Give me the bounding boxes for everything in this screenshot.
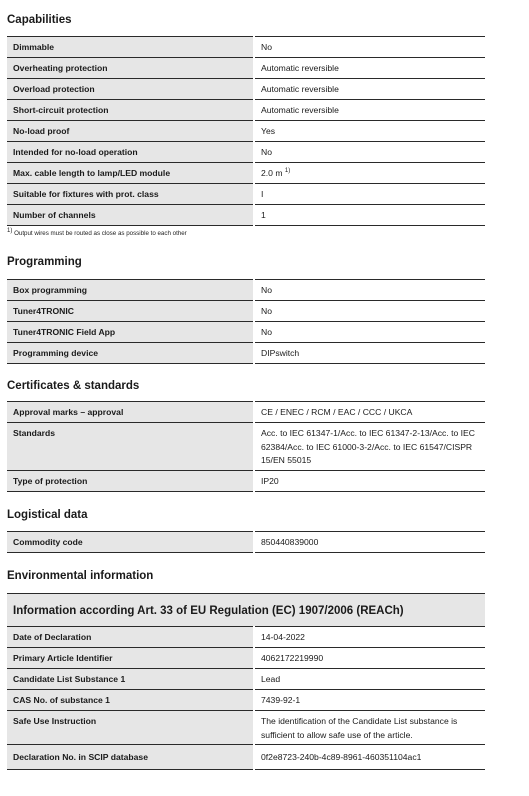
table-row [7,470,485,491]
environmental-heading: Environmental information [7,570,154,582]
capabilities-table [7,36,485,226]
table-row [7,627,485,648]
table-row [7,343,485,364]
table-row [7,745,485,770]
footnote-mark: 1) [7,227,13,234]
row-key: Box programming [7,280,254,301]
row-key: Standards [7,423,254,471]
row-value: 0f2e8723-240b-4c89-8961-460351104ac1 [261,752,422,762]
table-row [7,184,485,205]
row-key: Type of protection [7,470,254,491]
cable-length-value: 2.0 m [261,168,283,178]
certificates-table [7,401,485,492]
table-row [7,58,485,79]
row-value: The identification of the Candidate List substance is sufficient to allow safe use of the article. [261,716,458,740]
row-key: Date of Declaration [7,627,254,648]
row-key: Short-circuit protection [7,100,254,121]
logistical-table [7,531,485,553]
row-key: Candidate List Substance 1 [7,669,254,690]
row-key: CAS No. of substance 1 [7,690,254,711]
logistical-heading: Logistical data [7,509,88,521]
row-value: I [261,189,264,199]
table-row [7,669,485,690]
programming-heading: Programming [7,256,82,268]
programming-table [7,279,485,364]
row-value: 850440839000 [261,537,319,547]
row-value: No [261,327,272,337]
table-row [7,37,485,58]
table-row [7,121,485,142]
row-value: Automatic reversible [261,63,339,73]
reach-title: Information according Art. 33 of EU Regulation (EC) 1907/2006 (REACh) [7,593,485,627]
row-value: No [261,42,272,52]
footnote-ref: 1) [284,168,291,175]
row-key: Commodity code [7,532,254,553]
table-row [7,301,485,322]
row-key: Number of channels [7,205,254,226]
table-row [7,163,485,184]
row-key: Declaration No. in SCIP database [7,745,254,770]
row-value: 7439-92-1 [261,695,301,705]
table-row [7,423,485,471]
row-value: DIPswitch [261,348,300,358]
row-value: Automatic reversible [261,105,339,115]
table-row [7,142,485,163]
row-key: Max. cable length to lamp/LED module [7,163,254,184]
row-key: Programming device [7,343,254,364]
row-key: Intended for no-load operation [7,142,254,163]
table-row [7,322,485,343]
table-row [7,280,485,301]
row-key: Safe Use Instruction [7,711,254,745]
row-value: CE / ENEC / RCM / EAC / CCC / UKCA [261,407,413,417]
table-row [7,100,485,121]
row-key: No-load proof [7,121,254,142]
row-key: Tuner4TRONIC [7,301,254,322]
row-value: 14-04-2022 [261,632,305,642]
row-value: Lead [261,674,281,684]
row-key: Primary Article Identifier [7,648,254,669]
row-key: Tuner4TRONIC Field App [7,322,254,343]
certificates-heading: Certificates & standards [7,380,140,392]
footnote-text: Output wires must be routed as close as possible to each other [14,230,187,237]
row-value: 1 [261,210,266,220]
row-value: Acc. to IEC 61347-1/Acc. to IEC 61347-2-13/Acc. to IEC 62384/Acc. to IEC 61000-3-2/Acc. to IEC 61547/CISPR 15/EN 55015 [261,428,475,465]
row-key: Overload protection [7,79,254,100]
table-row [7,532,485,553]
row-key: Approval marks – approval [7,402,254,423]
table-row [7,79,485,100]
row-key: Overheating protection [7,58,254,79]
table-row [7,690,485,711]
footnote [0,227,187,237]
row-value: IP20 [261,475,279,486]
capabilities-heading: Capabilities [7,14,72,26]
table-row [7,711,485,745]
row-value: No [261,147,272,157]
row-value: No [261,306,272,316]
row-value: No [261,285,272,295]
row-value: Yes [261,126,276,136]
row-value: 4062172219990 [261,653,324,663]
row-value: Automatic reversible [261,84,339,94]
table-row [7,648,485,669]
table-row [7,205,485,226]
reach-table [7,626,485,770]
row-key: Suitable for fixtures with prot. class [7,184,254,205]
row-key: Dimmable [7,37,254,58]
row-value [254,163,485,184]
table-row [7,402,485,423]
